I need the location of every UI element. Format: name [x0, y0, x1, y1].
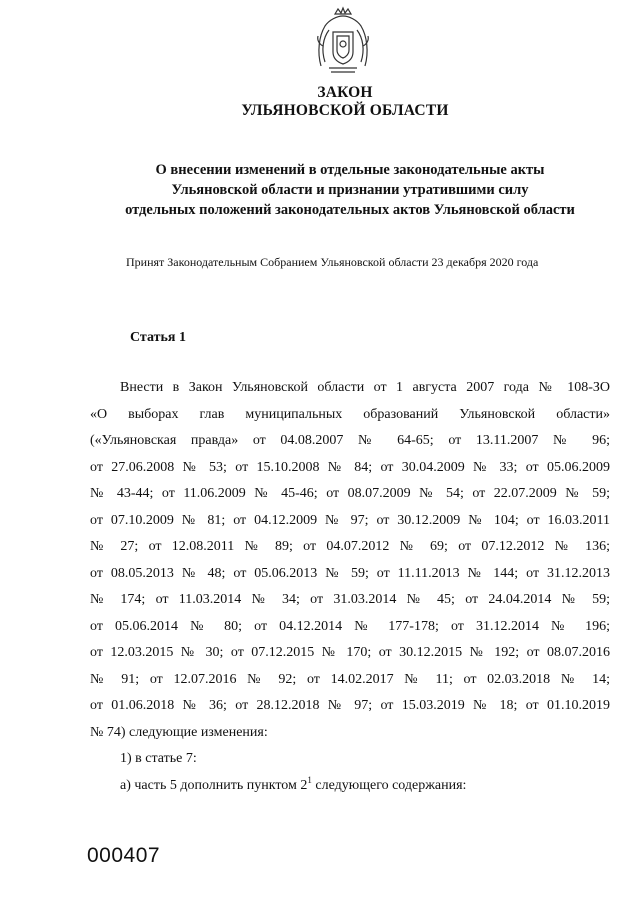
paragraph-line: № 43-44; от 11.06.2009 № 45-46; от 08.07.2009 № 54; от 22.07.2009 № 59; — [90, 486, 610, 501]
article-body — [90, 375, 610, 799]
subject-line-3: отдельных положений законодательных актов Ульяновской области — [125, 202, 575, 218]
paragraph-line: («Ульяновская правда» от 04.08.2007 № 64-65; от 13.11.2007 № 96; — [90, 433, 610, 448]
list-item-article-7: 1) в статье 7: — [120, 751, 197, 766]
item-superscript: 1 — [307, 774, 312, 785]
subject-line-1: О внесении изменений в отдельные законодательные акты — [155, 162, 545, 178]
list-item-part-5 — [90, 773, 610, 800]
article-heading: Статья 1 — [130, 330, 186, 345]
paragraph-line: Внести в Закон Ульяновской области от 1 августа 2007 года № 108-ЗО — [120, 380, 610, 395]
document-number-stamp: 000407 — [87, 844, 161, 867]
law-title — [0, 84, 640, 120]
paragraph-line: от 08.05.2013 № 48; от 05.06.2013 № 59; от 11.11.2013 № 144; от 31.12.2013 — [90, 565, 610, 581]
paragraph-line: от 12.03.2015 № 30; от 07.12.2015 № 170; от 30.12.2015 № 192; от 08.07.2016 — [90, 645, 610, 660]
paragraph-line: № 74) следующие изменения: — [90, 724, 268, 740]
paragraph-line: от 27.06.2008 № 53; от 15.10.2008 № 84; от 30.04.2009 № 33; от 05.06.2009 — [90, 459, 610, 475]
title-line-region: УЛЬЯНОВСКОЙ ОБЛАСТИ — [241, 102, 449, 119]
item-text: а) часть 5 дополнить пунктом 2 — [120, 777, 308, 793]
coat-of-arms-icon — [311, 6, 375, 78]
subject-line-2: Ульяновской области и признании утратившими силу — [171, 182, 529, 198]
title-line-law: ЗАКОН — [317, 84, 373, 101]
paragraph-line: № 174; от 11.03.2014 № 34; от 31.03.2014 № 45; от 24.04.2014 № 59; — [90, 592, 610, 607]
paragraph-line: от 01.06.2018 № 36; от 28.12.2018 № 97; от 15.03.2019 № 18; от 01.10.2019 — [90, 698, 610, 713]
paragraph-line: № 27; от 12.08.2011 № 89; от 04.07.2012 № 69; от 07.12.2012 № 136; — [90, 539, 610, 554]
adoption-note: Принят Законодательным Собранием Ульяновской области 23 декабря 2020 года — [126, 255, 539, 269]
paragraph-line: «О выборах глав муниципальных образований Ульяновской области» — [90, 406, 610, 422]
law-subject — [0, 160, 640, 220]
paragraph-line: от 07.10.2009 № 81; от 04.12.2009 № 97; от 30.12.2009 № 104; от 16.03.2011 — [90, 512, 610, 528]
paragraph-line: от 05.06.2014 № 80; от 04.12.2014 № 177-178; от 31.12.2014 № 196; — [90, 618, 610, 634]
paragraph-line: № 91; от 12.07.2016 № 92; от 14.02.2017 № 11; от 02.03.2018 № 14; — [90, 671, 610, 687]
item-text-tail: следующего содержания: — [311, 777, 467, 793]
